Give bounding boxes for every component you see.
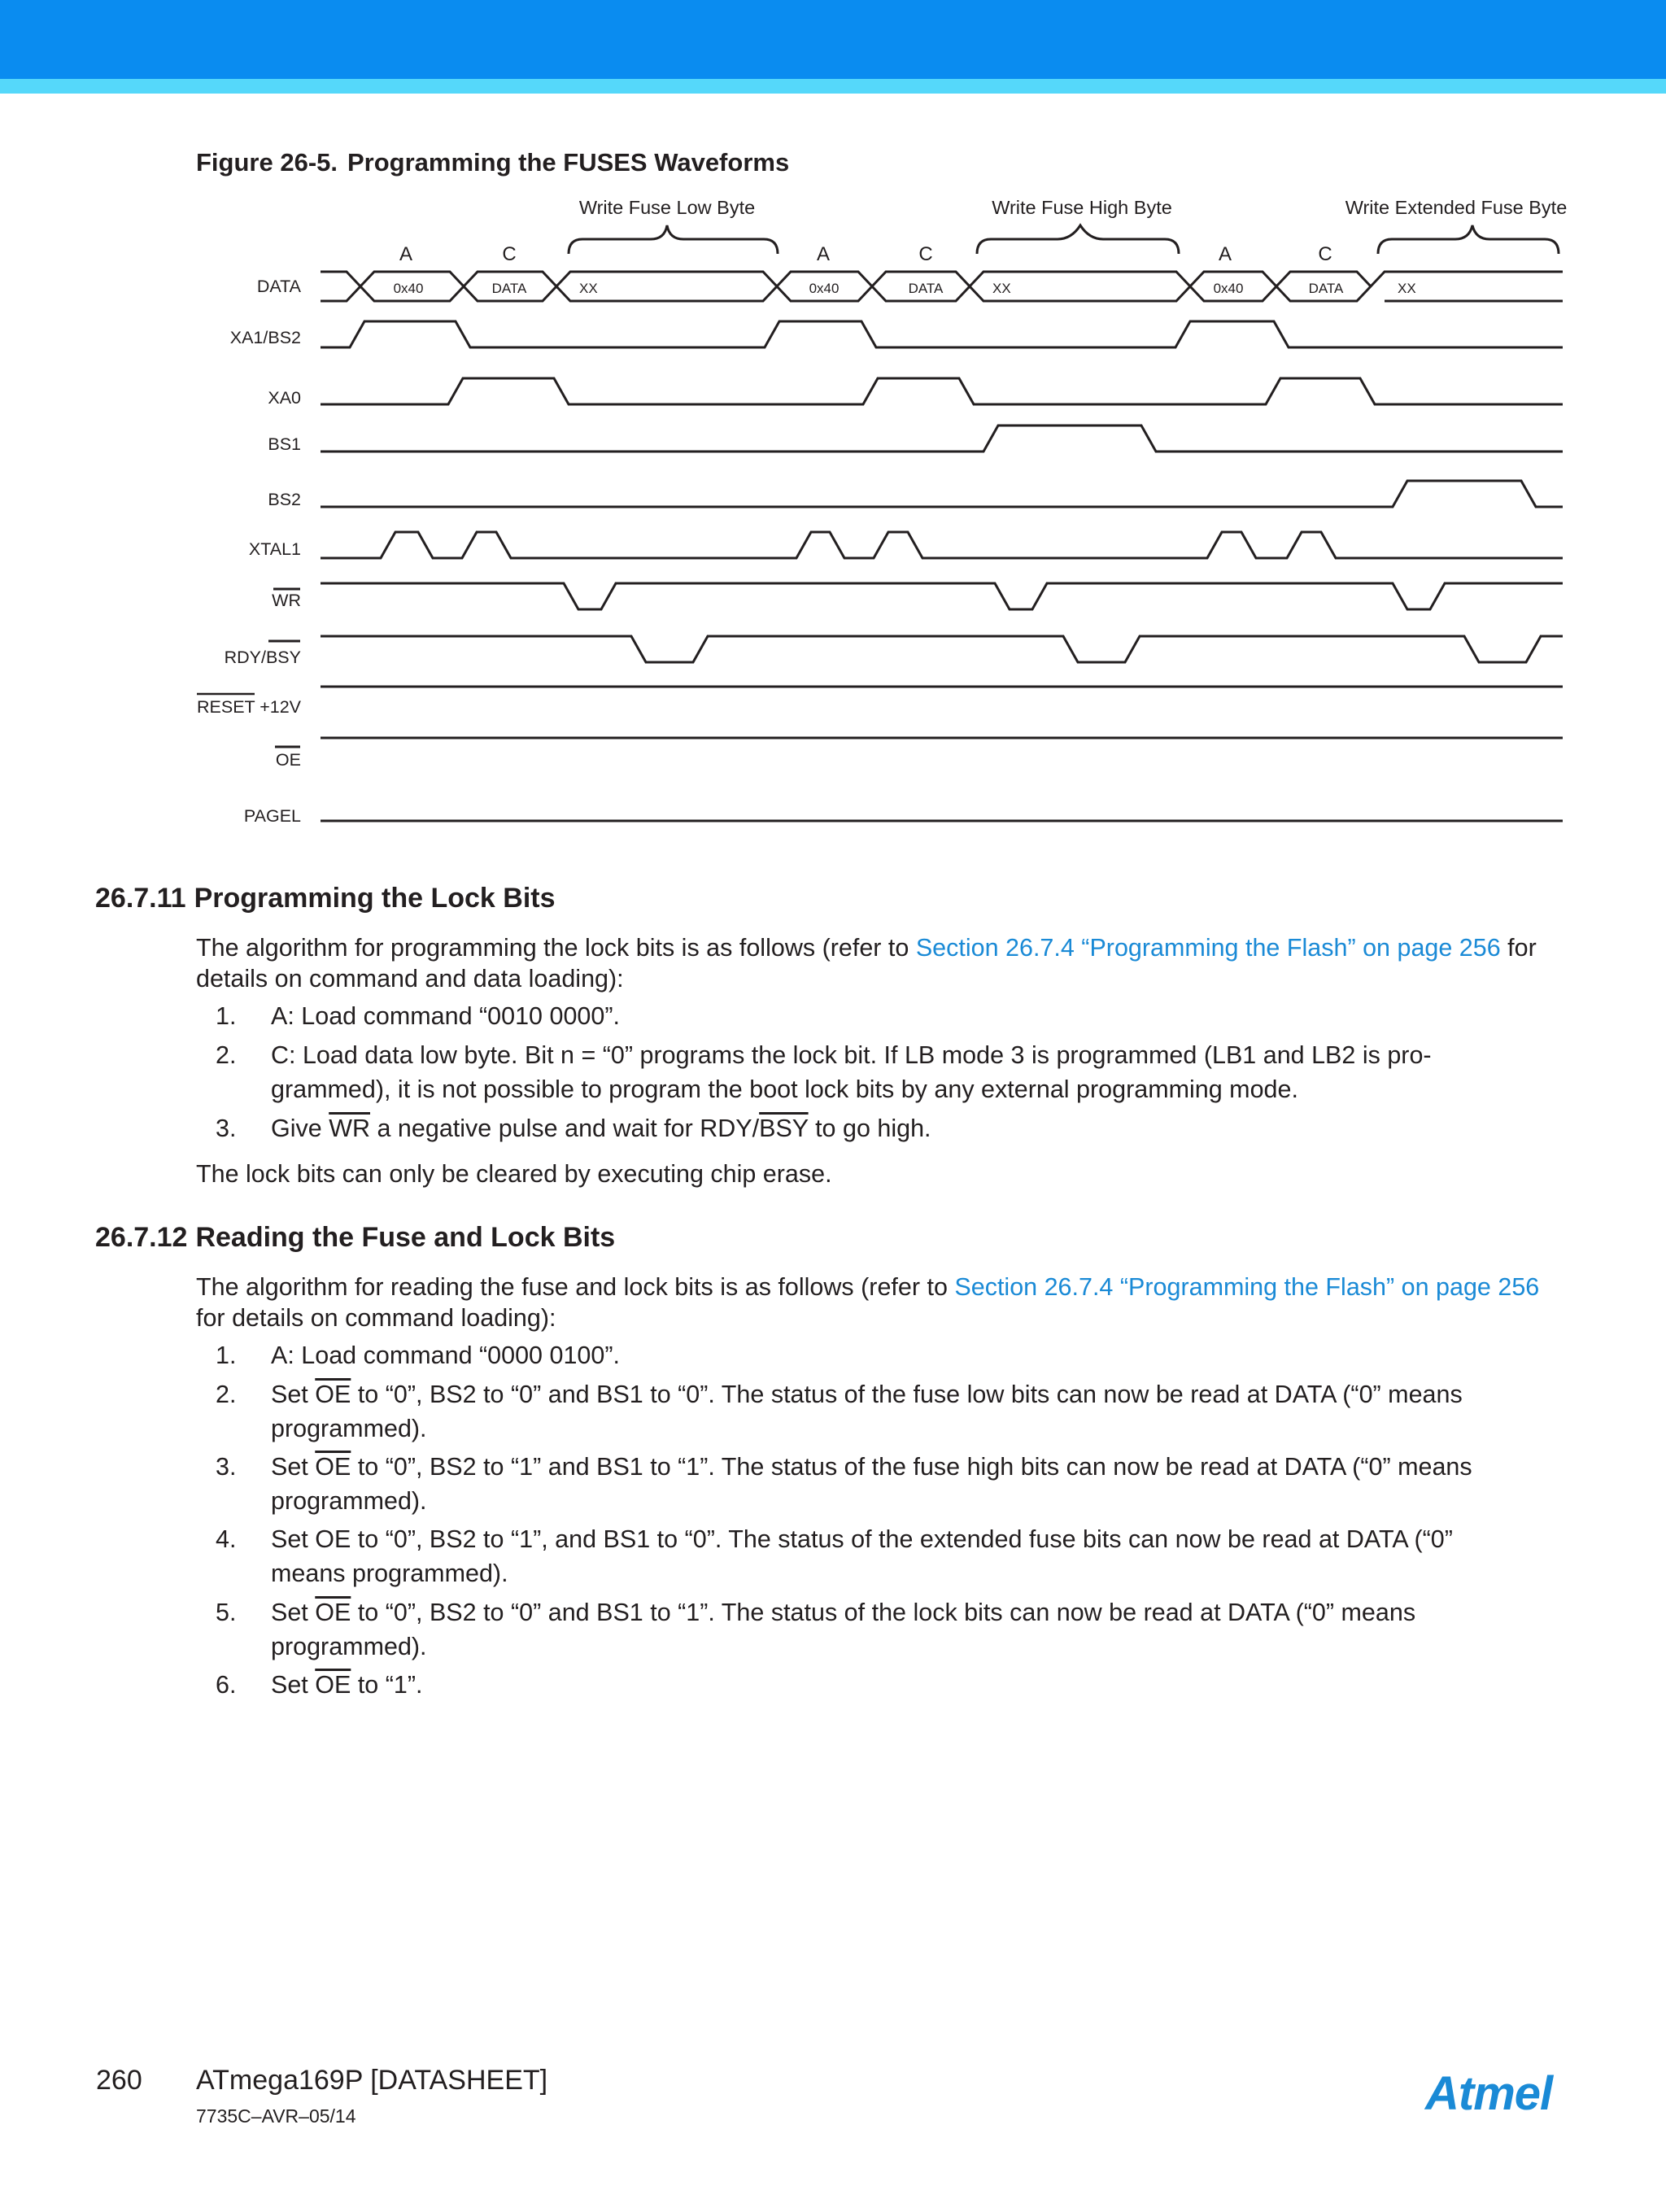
text-run: Set [271, 1453, 316, 1481]
oe-overlined-text: $\overline{OE}$ [315, 1599, 351, 1626]
signal-label-oe: OE [275, 750, 301, 770]
rdy-bsy-wave [321, 636, 1563, 662]
list-text [271, 1111, 1572, 1145]
text-run: to go high. [808, 1115, 931, 1142]
list-text: A: Load command “0000 0100”. [271, 1342, 620, 1369]
text-run: Give [271, 1115, 329, 1142]
phase-label: A [1218, 243, 1232, 265]
signal-label-wr: WR [272, 591, 301, 610]
list-text: A: Load command “0010 0000”. [271, 1002, 620, 1030]
list-text-line: Set OE to “0”, BS2 to “1”, and BS1 to “0”. The status of the extended fuse bits can now be read at DATA (“0” [271, 1525, 1453, 1553]
bsy-bar-text: BSY [265, 648, 301, 667]
list-number: 3. [216, 1453, 237, 1481]
section-title: Reading the Fuse and Lock Bits [195, 1222, 616, 1253]
figure-number: Figure 26-5. [196, 148, 338, 177]
list-text [271, 1595, 1572, 1664]
data-value: DATA [1308, 281, 1344, 296]
oe-overlined-text: $\overline{OE}$ [315, 1671, 351, 1699]
intro-text: for [1500, 934, 1537, 962]
data-value: DATA [908, 281, 944, 296]
brace-label-low: Write Fuse Low Byte [578, 197, 756, 218]
xa1-bs2-wave [321, 321, 1563, 347]
text-run: to “1”. [351, 1671, 423, 1699]
phase-label: C [1318, 243, 1332, 265]
list-number: 3. [216, 1115, 237, 1142]
intro-text: The algorithm for reading the fuse and lock bits is as follows (refer to [196, 1273, 955, 1301]
list-text-line: programmed). [271, 1487, 427, 1515]
list-number: 4. [216, 1525, 237, 1553]
list-number: 2. [216, 1041, 237, 1069]
figure-title: Programming the FUSES Waveforms [347, 148, 790, 177]
brace-high [977, 225, 1179, 254]
list-text-line: grammed), it is not possible to program the boot lock bits by any external programming mode. [271, 1075, 1298, 1103]
list-number: 2. [216, 1381, 237, 1408]
xa0-wave [321, 378, 1563, 404]
header-stripe [0, 79, 1666, 94]
oe-overlined-text: $\overline{OE}$ [315, 1453, 351, 1481]
section-number: 26.7.12 [95, 1222, 188, 1253]
signal-label-pagel: PAGEL [243, 806, 301, 826]
list-text [271, 1668, 1572, 1702]
signal-label-reset: RESET [197, 697, 255, 717]
brace-low [569, 225, 778, 254]
phase-label: A [399, 243, 413, 265]
section-number: 26.7.11 [95, 883, 186, 914]
text-run: to “0”, BS2 to “0” and BS1 to “0”. The status of the fuse low bits can now be read at DATA (“0” means [351, 1381, 1463, 1408]
list-number: 1. [216, 1002, 237, 1030]
bs2-wave [321, 481, 1563, 507]
data-value: XX [992, 281, 1011, 296]
atmel-logo: Atmel [1425, 2067, 1553, 2120]
document-title: ATmega169P [DATASHEET] [196, 2065, 548, 2096]
signal-label-bs1: BS1 [268, 434, 301, 454]
list-text-line: programmed). [271, 1415, 427, 1442]
signal-label-bs2: BS2 [268, 490, 301, 509]
section-outro: The lock bits can only be cleared by executing chip erase. [196, 1160, 832, 1188]
intro-text: for details on command loading): [196, 1304, 556, 1332]
phase-label: C [502, 243, 517, 265]
list-text-line: C: Load data low byte. Bit n = “0” programs the lock bit. If LB mode 3 is programmed (LB1 and LB2 is pro- [271, 1041, 1432, 1069]
section-link[interactable]: Section 26.7.4 “Programming the Flash” on page 256 [915, 934, 1501, 962]
list-number: 5. [216, 1599, 237, 1626]
data-value: 0x40 [393, 281, 424, 296]
list-text [271, 1522, 1572, 1590]
intro-text: details on command and data loading): [196, 965, 624, 993]
brace-label-high: Write Fuse High Byte [992, 197, 1172, 218]
list-text [271, 1377, 1572, 1446]
signal-label-rdy-bsy [225, 648, 301, 667]
brace-label-ext: Write Extended Fuse Byte [1345, 197, 1568, 218]
list-number: 1. [216, 1342, 237, 1369]
text-run: to “0”, BS2 to “1” and BS1 to “1”. The status of the fuse high bits can now be read at DATA (“0” means [351, 1453, 1472, 1481]
figure-caption [196, 148, 789, 177]
wr-overlined-text: $\overline{WR}$ [329, 1115, 371, 1142]
rdy-plain-text: RDY/ [224, 648, 266, 667]
document-code: 7735C–AVR–05/14 [196, 2105, 356, 2127]
signal-label-xtal1: XTAL1 [248, 539, 301, 559]
header-band [0, 0, 1666, 79]
data-value: XX [1398, 281, 1416, 296]
bs1-wave [321, 425, 1563, 452]
signal-label-xa1-bs2: XA1/BS2 [229, 328, 301, 347]
wr-wave [321, 583, 1563, 609]
section-title: Programming the Lock Bits [194, 883, 556, 914]
fuses-waveform-diagram [0, 179, 1666, 830]
list-number: 6. [216, 1671, 237, 1699]
data-value: DATA [491, 281, 527, 296]
data-value: XX [579, 281, 598, 296]
text-run: a negative pulse and wait for RDY/ [370, 1115, 760, 1142]
list-text [271, 1450, 1572, 1518]
oe-overlined-text: $\overline{OE}$ [315, 1381, 351, 1408]
text-run: to “0”, BS2 to “0” and BS1 to “1”. The status of the lock bits can now be read at DATA (“0” means [351, 1599, 1416, 1626]
brace-ext [1378, 225, 1559, 254]
data-value: 0x40 [809, 281, 840, 296]
text-run: Set [271, 1381, 316, 1408]
page-number: 260 [96, 2065, 142, 2096]
data-value: 0x40 [1213, 281, 1244, 296]
list-text [271, 1038, 1572, 1106]
section-heading-lock-bits [95, 883, 556, 914]
signal-label-xa0: XA0 [268, 388, 301, 408]
list-text-line: programmed). [271, 1633, 427, 1660]
signal-label-12v: +12V [259, 697, 301, 717]
section-intro [196, 932, 1571, 994]
section-intro [196, 1272, 1571, 1333]
phase-label: C [918, 243, 933, 265]
intro-text: The algorithm for programming the lock bits is as follows (refer to [196, 934, 916, 962]
list-text-line: means programmed). [271, 1560, 508, 1587]
text-run: Set [271, 1671, 316, 1699]
section-heading-reading-fuse [95, 1222, 615, 1254]
text-run: Set [271, 1599, 316, 1626]
phase-label: A [816, 243, 831, 265]
section-link[interactable]: Section 26.7.4 “Programming the Flash” on page 256 [954, 1273, 1540, 1301]
xtal1-wave [321, 532, 1563, 558]
signal-label-data: DATA [256, 277, 301, 296]
bsy-overlined-text: $\overline{BSY}$ [759, 1115, 809, 1142]
